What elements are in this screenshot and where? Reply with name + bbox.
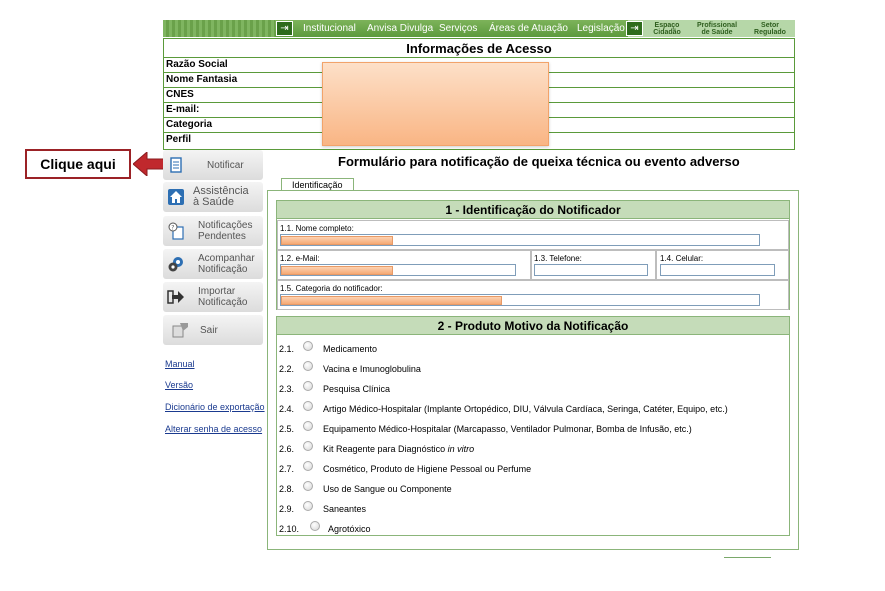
option-number: 2.9.: [279, 504, 295, 514]
name-label: 1.1. Nome completo:: [280, 224, 354, 233]
option-number: 2.4.: [279, 404, 295, 414]
nav-servicos[interactable]: Serviços: [439, 23, 478, 34]
option-label: Uso de Sangue ou Componente: [323, 484, 452, 494]
radio-equipamento-medico[interactable]: [303, 421, 313, 431]
sidebar-assistencia-label: Assistência à Saúde: [193, 185, 249, 208]
radio-cosmetico[interactable]: [303, 461, 313, 471]
nav-setor-regulado[interactable]: Setor Regulado: [754, 22, 786, 36]
link-versao[interactable]: Versão: [165, 380, 194, 390]
redacted-email-value: [281, 266, 393, 275]
option-label: Pesquisa Clínica: [323, 384, 391, 394]
option-label: Equipamento Médico-Hospitalar (Marcapasso, Ventilador Pulmonar, Bomba de Infusão, etc.): [323, 424, 692, 434]
mobile-input[interactable]: [660, 264, 775, 276]
email-label: 1.2. e-Mail:: [280, 254, 320, 263]
nav-decoration: [163, 20, 275, 37]
link-manual[interactable]: Manual: [165, 359, 195, 369]
phone-label: 1.3. Telefone:: [534, 254, 582, 263]
nav-institucional[interactable]: Institucional: [303, 23, 356, 34]
bottom-divider: [724, 557, 771, 558]
form-title: Formulário para notificação de queixa técnica ou evento adverso: [338, 154, 740, 169]
door-icon: ⇥: [276, 21, 293, 36]
radio-vacina[interactable]: [303, 361, 313, 371]
info-row-nome-fantasia: Nome Fantasia: [164, 73, 794, 88]
option-number: 2.3.: [279, 384, 295, 394]
door-icon: ⇥: [626, 21, 643, 36]
access-info-title: Informações de Acesso: [164, 39, 794, 58]
option-label: Cosmético, Produto de Higiene Pessoal ou Perfume: [323, 464, 532, 474]
sidebar-pendentes-button[interactable]: [163, 216, 263, 246]
sidebar-notificar-button[interactable]: [163, 150, 263, 180]
radio-medicamento[interactable]: [303, 341, 313, 351]
radio-agrotoxico[interactable]: [310, 521, 320, 531]
nav-right-block: [628, 20, 795, 37]
import-arrow-icon: [167, 288, 185, 306]
nav-espaco-cidadao[interactable]: Espaço Cidadão: [653, 22, 681, 36]
sidebar-notificar-label: Notificar: [207, 160, 244, 171]
option-label: Saneantes: [323, 504, 367, 514]
nav-areas-de-atuacao[interactable]: Áreas de Atuação: [489, 23, 568, 34]
document-icon: [167, 156, 185, 174]
option-label: Kit Reagente para Diagnóstico in vitro: [323, 444, 475, 454]
phone-input[interactable]: [534, 264, 648, 276]
category-label: 1.5. Categoria do notificador:: [280, 284, 383, 293]
option-number: 2.6.: [279, 444, 295, 454]
tab-identificacao[interactable]: Identificação: [281, 178, 354, 191]
top-navigation-bar: [163, 20, 795, 37]
link-alterar-senha[interactable]: Alterar senha de acesso: [165, 424, 263, 434]
info-row-perfil: Perfil: [166, 134, 192, 145]
radio-saneantes[interactable]: [303, 501, 313, 511]
sidebar-acompanhar-button[interactable]: [163, 249, 263, 279]
sidebar-sair-label: Sair: [200, 325, 218, 336]
radio-uso-de-sangue[interactable]: [303, 481, 313, 491]
sidebar-sair-button[interactable]: [163, 315, 263, 345]
nav-legislacao[interactable]: Legislação: [577, 23, 625, 34]
radio-kit-reagente[interactable]: [303, 441, 313, 451]
radio-artigo-medico[interactable]: [303, 401, 313, 411]
nav-anvisa-divulga[interactable]: Anvisa Divulga: [367, 23, 434, 34]
redacted-name-value: [281, 236, 393, 245]
option-number: 2.5.: [279, 424, 295, 434]
redacted-category-value: [281, 296, 502, 305]
exit-icon: [171, 321, 189, 339]
info-row-razao-social: Razão Social: [164, 58, 794, 73]
mobile-label: 1.4. Celular:: [660, 254, 704, 263]
option-label: Agrotóxico: [328, 524, 371, 534]
sidebar-assistencia-button[interactable]: [163, 182, 263, 212]
option-number: 2.2.: [279, 364, 295, 374]
svg-text:?: ?: [171, 224, 175, 232]
option-number: 2.1.: [279, 344, 295, 354]
house-icon: [167, 188, 185, 206]
sidebar-pendentes-label: Notificações Pendentes: [198, 220, 253, 242]
option-number: 2.7.: [279, 464, 295, 474]
info-row-cnes: CNES: [164, 88, 794, 103]
option-label: Medicamento: [323, 344, 378, 354]
sidebar-acompanhar-label: Acompanhar Notificação: [198, 253, 255, 275]
option-label: Artigo Médico-Hospitalar (Implante Ortopédico, DIU, Válvula Cardíaca, Seringa, Catéter, Equipo, etc.): [323, 404, 728, 414]
radio-pesquisa-clinica[interactable]: [303, 381, 313, 391]
redacted-info-overlay: [322, 62, 549, 146]
section1-header: 1 - Identificação do Notificador: [276, 200, 790, 219]
sidebar-importar-button[interactable]: [163, 282, 263, 312]
option-label: Vacina e Imunoglobulina: [323, 364, 421, 374]
section2-header: 2 - Produto Motivo da Notificação: [276, 316, 790, 335]
pending-document-icon: [167, 222, 185, 240]
option-number: 2.10.: [279, 524, 300, 534]
info-row-categoria: Categoria: [164, 118, 794, 133]
option-number: 2.8.: [279, 484, 295, 494]
gears-icon: [167, 255, 185, 273]
link-dicionario-exportacao[interactable]: Dicionário de exportação: [165, 402, 265, 412]
click-here-callout: Clique aqui: [25, 149, 131, 179]
nav-profissional-de-saude[interactable]: Profissional de Saúde: [696, 22, 738, 36]
sidebar-importar-label: Importar Notificação: [198, 286, 248, 308]
info-row-email: E-mail:: [164, 103, 794, 118]
callout-arrow-icon: [133, 152, 165, 176]
